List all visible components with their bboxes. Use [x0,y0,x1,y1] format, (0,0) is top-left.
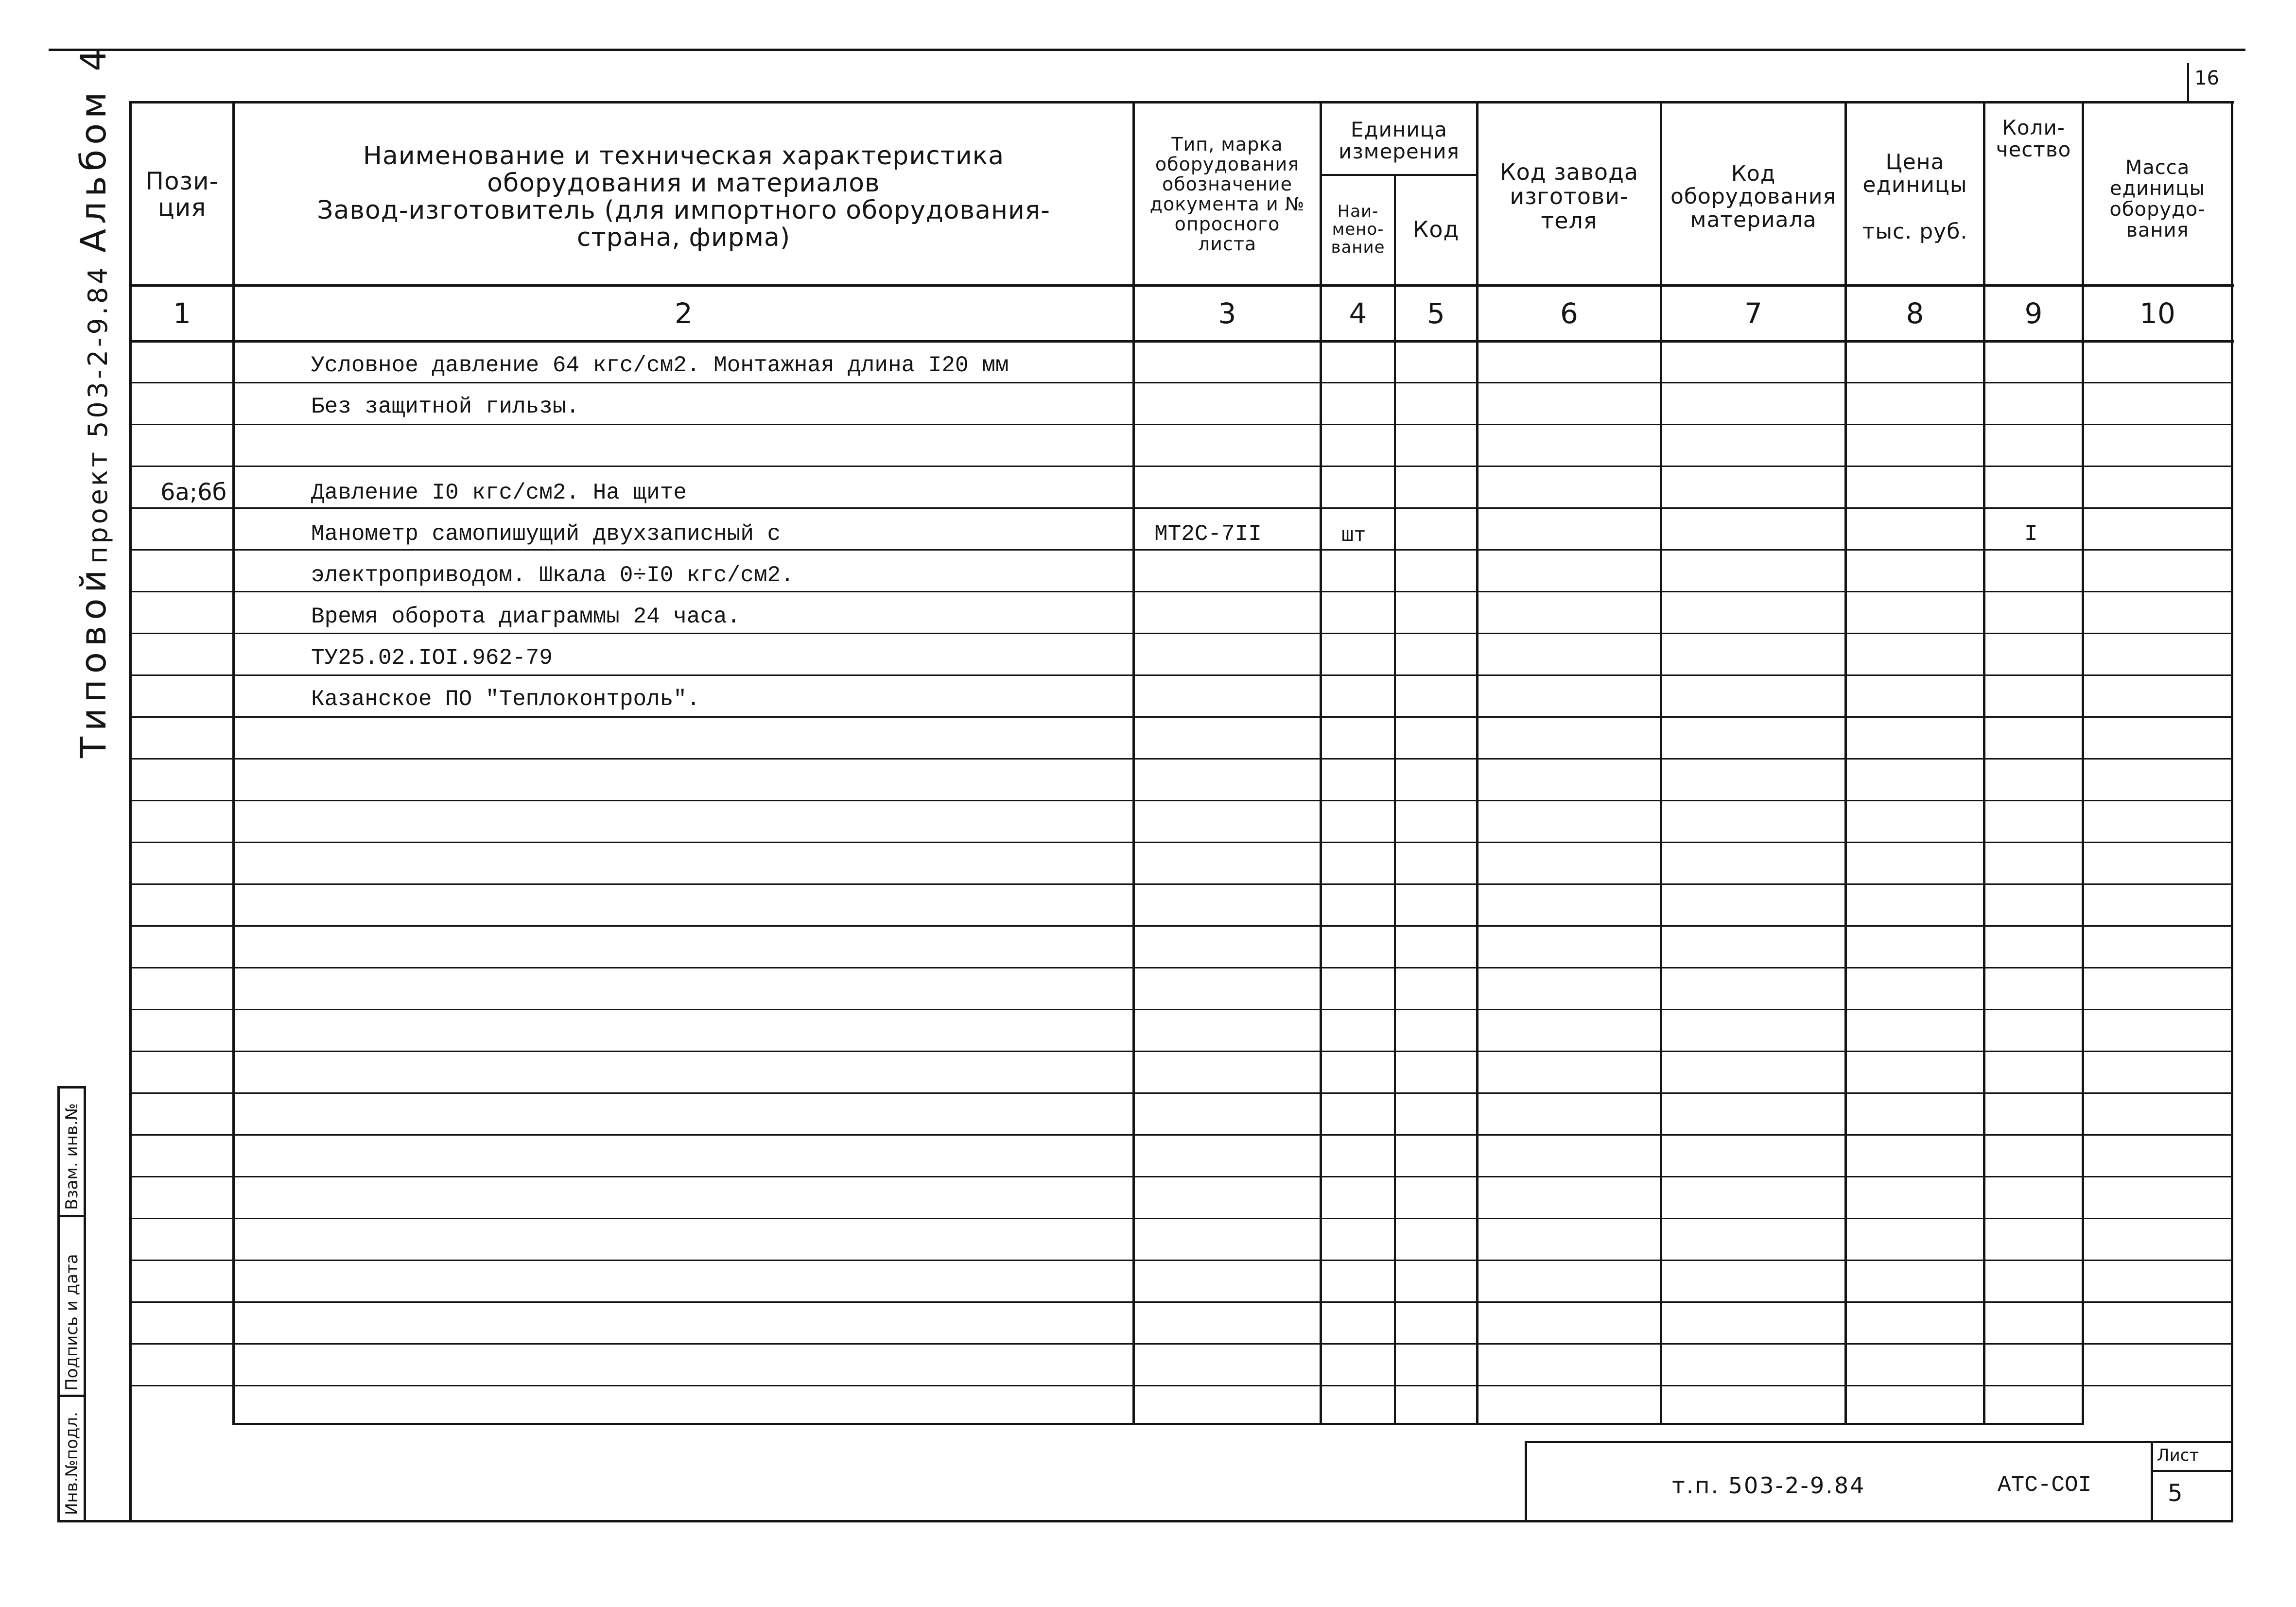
colnum-5: 5 [1427,297,1445,330]
row-line [132,466,2231,467]
header-unit-code: Код [1412,216,1460,242]
header-type: Тип, марка оборудования обозначение документа и № опросного листа [1149,133,1305,255]
sheet-number: 5 [2168,1480,2183,1507]
sheet-label: Лист [2157,1446,2199,1465]
header-plant-code: Код завода изготови- теля [1499,159,1639,234]
page-number-box-left [2187,63,2189,103]
table-body-bottom [232,1423,2084,1425]
row-line [132,507,2231,509]
row-line [132,633,2231,634]
header-unit-name: Наи- мено- вание [1331,202,1385,257]
row-line [132,1218,2231,1219]
row-line [132,1385,2231,1386]
colnum-7: 7 [1744,297,1762,330]
row-6-text: электроприводом. Шкала 0÷I0 кгс/см2. [311,563,794,588]
row-line [132,424,2231,425]
header-quantity: Коли- чество [1996,116,2071,162]
row-1-text: Условное давление 64 кгс/см2. Монтажная длина I20 мм [311,353,1009,378]
page-number: 16 [2194,67,2219,89]
row-line [132,549,2231,551]
colnum-8: 8 [1906,297,1924,330]
stamp-strip-right [84,1086,86,1522]
sheet-code: АТС-СОI [1998,1472,2092,1498]
row-5-unit: шт [1341,524,1366,547]
row-9-text: Казанское ПО "Теплоконтроль". [311,687,700,712]
frame-top [130,101,2234,104]
row-line [132,758,2231,760]
row-line [132,674,2231,676]
colnum-bottom-rule [130,340,2234,343]
colnum-3: 3 [1218,297,1236,330]
row-line [132,591,2231,592]
colnum-4: 4 [1349,297,1367,330]
colnum-6: 6 [1560,297,1578,330]
header-unit-group: Единица измерения [1339,117,1460,163]
header-price: Цена единицы тыс. руб. [1862,149,1968,244]
header-equipment-code: Код оборудования материала [1670,161,1836,232]
colnum-10: 10 [2139,297,2175,330]
stamp-divider-2 [57,1395,86,1397]
row-line [132,925,2231,927]
row-4-position: 6а;6б [160,479,227,506]
stamp-inv-original: Инв.№подл. [62,1412,82,1515]
colnum-9: 9 [2024,297,2043,330]
row-5-type: МТ2С-7II [1154,521,1262,547]
row-line [132,1009,2231,1010]
stamp-strip-top [57,1086,86,1089]
row-5-text: Манометр самопишущий двухзаписный с [311,521,781,547]
row-8-text: ТУ25.02.IOI.962-79 [311,645,553,671]
row-line [132,842,2231,843]
row-7-text: Время оборота диаграммы 24 часа. [311,604,741,629]
title-block-left [1525,1441,1527,1522]
row-line [132,1301,2231,1303]
header-position: Пози- ция [145,167,219,222]
typical-label: Типовой [73,564,114,758]
row-5-quantity: I [2024,521,2038,547]
stamp-strip-left [57,1086,60,1522]
header-bottom-rule [130,284,2234,287]
album-label: Альбом 4 [73,44,114,253]
row-line [132,1260,2231,1261]
top-rule [49,49,2245,51]
header-name: Наименование и техническая характеристика оборудования и материалов Завод-изготовитель (для импортного оборудования- страна, фирма) [317,141,1050,253]
row-2-text: Без защитной гильзы. [311,394,580,419]
row-line [132,883,2231,885]
header-mass: Масса единицы оборудо- вания [2109,156,2206,242]
row-line [132,1176,2231,1177]
row-line [132,382,2231,383]
row-line [132,1343,2231,1345]
stamp-replace-inv: Взам. инв.№ [62,1103,82,1210]
row-line [132,1092,2231,1094]
frame-right [2231,101,2233,1522]
title-block-sheet-rule [2151,1470,2231,1472]
title-block-top [1526,1441,2232,1443]
frame-bottom [58,1520,2233,1522]
row-line [132,716,2231,718]
stamp-signature-date: Подпись и дата [62,1254,82,1391]
unit-subheader-rule [1322,174,1478,176]
row-line [132,1051,2231,1052]
colnum-2: 2 [675,297,693,330]
stamp-divider-1 [57,1215,86,1217]
title-block-sheet-left [2151,1441,2153,1522]
project-label: проект 503-2-9.84 [83,264,113,564]
row-line [132,800,2231,801]
colnum-1: 1 [173,297,191,330]
row-line [132,1134,2231,1136]
row-4-text: Давление I0 кгс/см2. На щите [311,480,687,505]
doc-code: т.п. 503-2-9.84 [1672,1472,1866,1499]
row-line [132,967,2231,968]
